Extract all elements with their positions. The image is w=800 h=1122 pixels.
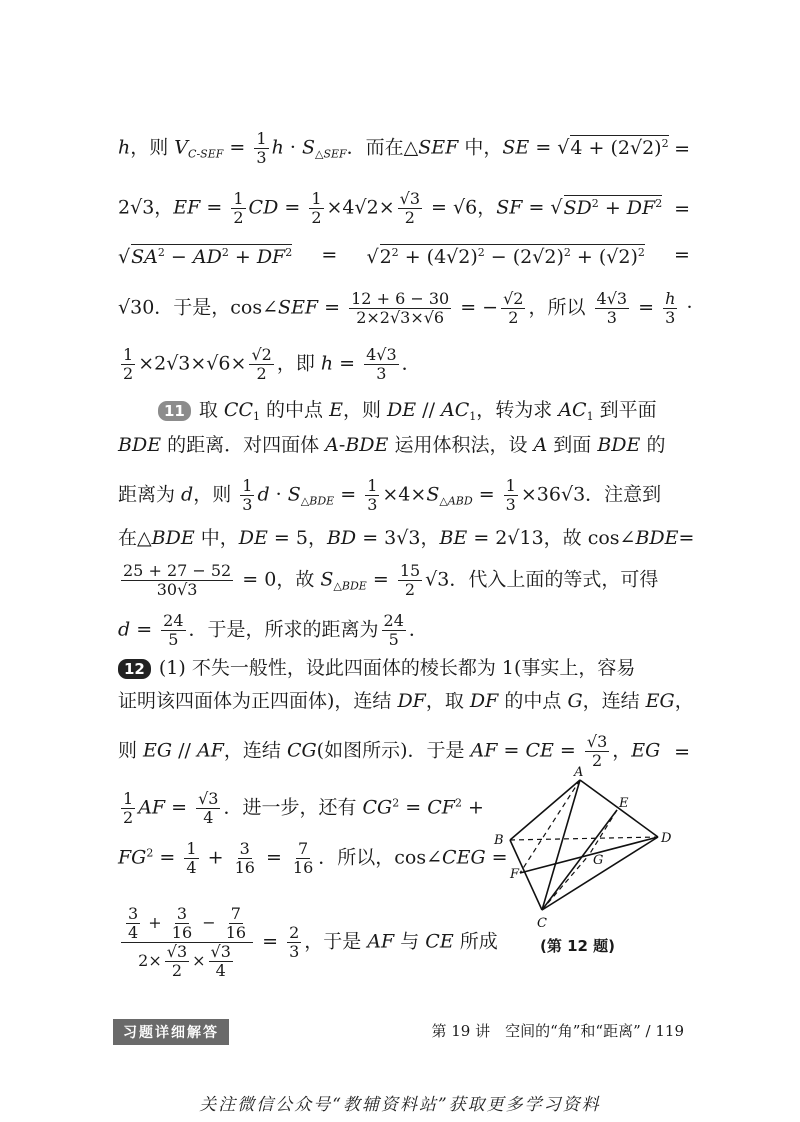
vertex-label-e: E: [619, 796, 629, 811]
vertex-label-d: D: [661, 831, 672, 846]
solution-line-17: $\frac{3}{4}$ + $\frac{3}{16}$ − $\frac{7}{16}$ 2× $\frac{√3}{2}$ × $\frac{√3}{4}$ = $\frac{2}{3}$ ，于是 AF 与 CE 所成: [118, 905, 488, 980]
footer-section-tag: 习题详细解答: [113, 1019, 229, 1045]
footer-chapter-page: 第 19 讲 空间的“角”和“距离” / 119: [431, 1022, 684, 1040]
question-number-12: 12: [118, 659, 151, 679]
solution-line-1: h，则 $V_{C-SEF}$ = $\frac{1}{3}$ $h \cdot S_{\triangle SEF}$．而在△SEF 中，SE = $√4 + (2√2)^2$ =: [118, 129, 690, 167]
question-number-11: 11: [158, 401, 191, 421]
solution-line-5: $\frac{1}{2}$ ×2√3×√6× $\frac{√2}{2}$ ，即 h = $\frac{4√3}{3}$ ．: [123, 345, 421, 383]
vertex-label-c: C: [537, 916, 547, 931]
solution-line-8: 距离为 d，则 $\frac{1}{3}$ $d \cdot S_{\triangle BDE}$ = $\frac{1}{3}$ $\times 4\times S_{\triangle ABD}$ = $\frac{1}{3}$ ×36√3．注意到: [118, 476, 662, 514]
solution-line-12: 12 (1) 不失一般性，设此四面体的棱长都为 1(事实上，容易: [118, 655, 690, 681]
vertex-label-g: G: [593, 853, 604, 868]
solution-line-13: 证明该四面体为正四面体)，连结 DF，取 DF 的中点 G，连结 EG，: [118, 690, 694, 712]
figure-caption: (第 12 题): [540, 937, 616, 955]
solution-line-10: $\frac{25 + 27 - 52}{30√3}$ = 0，故 $S_{\triangle BDE}$ = $\frac{15}{2}$ √3．代入上面的等式，可得: [123, 561, 659, 599]
solution-line-14: 则 EG // AF，连结 CG(如图所示)．于是 AF = CE = $\frac{√3}{2}$ ，EG =: [118, 732, 690, 770]
vertex-label-f: F: [510, 867, 520, 882]
solution-line-16: $FG^2$ = $\frac{1}{4}$ + $\frac{3}{16}$ = $\frac{7}{16}$ ．所以，cos∠CEG =: [118, 839, 508, 877]
solution-line-2: 2√3，EF = $\frac{1}{2}$ CD = $\frac{1}{2}$ ×4√2× $\frac{√3}{2}$ = √6，SF = $√SD^2 + DF^2$ =: [118, 189, 690, 227]
vertex-label-a: A: [574, 765, 584, 780]
solution-line-11: d = $\frac{24}{5}$ ．于是，所求的距离为 $\frac{24}{5}$ ．: [118, 611, 428, 649]
solution-line-15: $\frac{1}{2}$ AF = $\frac{√3}{4}$ ．进一步，还有 $CG^2 = CF^2$ +: [123, 789, 484, 827]
solution-line-7: BDE 的距离．对四面体 A‑BDE 运用体积法，设 A 到面 BDE 的: [118, 434, 666, 456]
solution-line-6: 11 取 $CC_1$ 的中点 E，则 DE // $AC_1$，转为求 $AC_1$ 到平面: [118, 397, 690, 430]
vertex-label-b: B: [494, 833, 504, 848]
solution-line-9: 在△BDE 中，DE = 5，BD = 3√3，BE = 2√13，故 cos∠BDE =: [118, 527, 695, 549]
solution-line-3: $√SA^2 - AD^2 + DF^2$ = $√2^2 + (4√2)^2 - (2√2)^2 + (√2)^2$ =: [118, 244, 690, 268]
solution-line-4: √30．于是，cos∠SEF = $\frac{12 + 6 - 30}{2\times 2√3\times√6}$ = − $\frac{√2}{2}$ ，所以 $\frac{4√3}{3}$ = $\frac{h}{3}$ ·: [118, 289, 693, 327]
watermark-text: 关注微信公众号“教辅资料站”获取更多学习资料: [199, 1095, 601, 1115]
